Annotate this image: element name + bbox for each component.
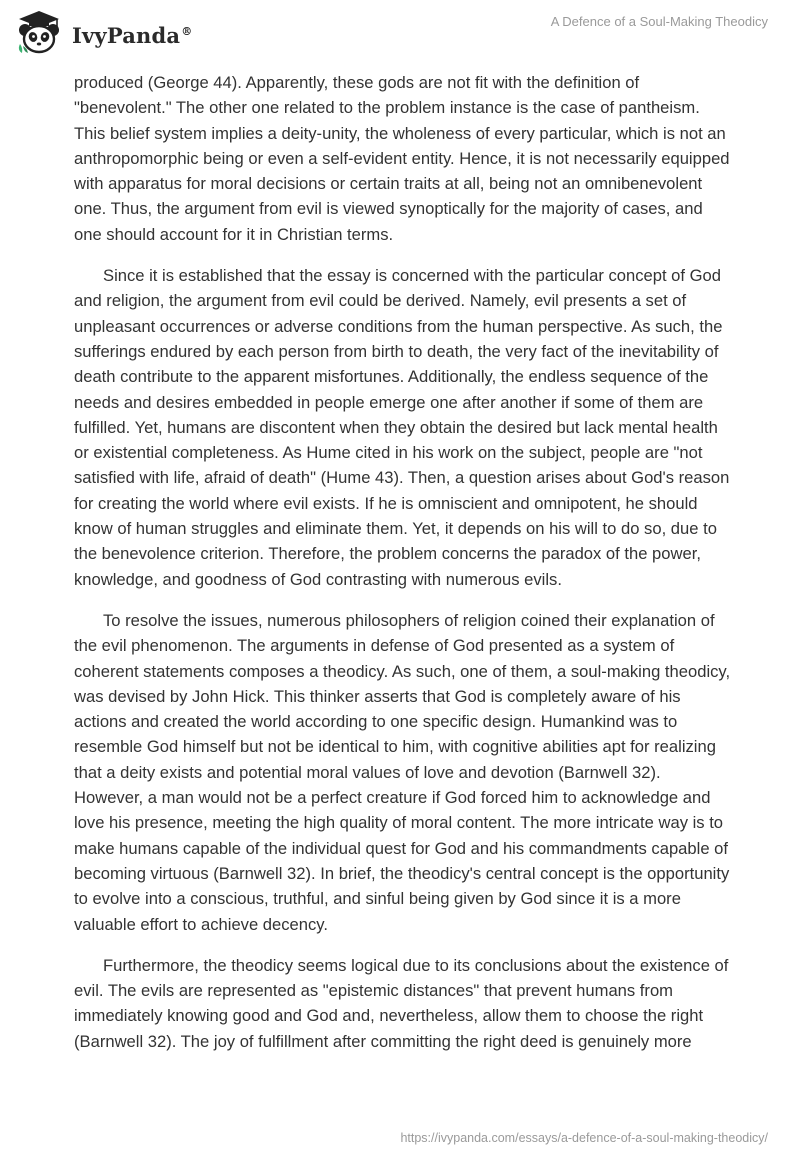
paragraph: Since it is established that the essay is concerned with the particular concept of God and religion, the argument from evil could be derived. Namely, evil presents a set of unpleasant occurrences or adverse conditions from the human perspective. As such, the sufferings endured by each person from birth to death, the very fact of the inevitability of death contribute to the apparent misfortunes. Additionally, the endless sequence of the needs and desires embedded in people emerge one after another if some of them are fulfilled. Yet, humans are discontent when they obtain the desired but lack mental health or existential completeness. As Hume cited in his work on the subject, people are "not satisfied with life, afraid of death" (Hume 43). Then, a question arises about God's reason for creating the world where evil exists. If he is omniscient and omnipotent, he should know of human struggles and eliminate them. Yet, it depends on his will to do so, due to the benevolence criterion. Therefore, the problem concerns the paradox of the power, knowledge, and goodness of God contrasting with numerous evils.	[74, 266, 730, 589]
paragraph: To resolve the issues, numerous philosophers of religion coined their explanation of the evil phenomenon. The arguments in defense of God presented as a system of coherent statements composes a theodicy. As such, one of them, a soul-making theodicy, was devised by John Hick. This thinker asserts that God is completely aware of his actions and created the world according to one specific design. Humankind was to resemble God himself but not be identical to him, with cognitive abilities apt for realizing that a deity exists and potential moral values of love and devotion (Barnwell 32). However, a man would not be a perfect creature if God forced him to acknowledge and love his presence, meeting the high quality of moral content. The more intricate way is to make humans capable of the individual quest for God and his commandments capable of becoming virtuous (Barnwell 32). In brief, the theodicy's central concept is the opportunity to evolve into a conscious, truthful, and sinful being given by God since it is a more valuable effort to achieve decency.	[74, 610, 731, 934]
paragraph: produced (George 44). Apparently, these gods are not fit with the definition of "benevolent." The other one related to the problem instance is the case of pantheism. This belief system implies a deity-unity, the wholeness of every particular, which is not an anthropomorphic being or even a self-evident entity. Hence, it is not necessarily equipped with apparatus for moral decisions or certain traits at all, being not an omnibenevolent one. Thus, the argument from evil is viewed synoptically for the majority of cases, and one should account for it in Christian terms.	[74, 73, 730, 244]
ivypanda-logo[interactable]	[14, 8, 192, 56]
document-title: A Defence of a Soul-Making Theodicy	[550, 14, 768, 29]
essay-body	[74, 70, 734, 1070]
source-url: https://ivypanda.com/essays/a-defence-of-a-soul-making-theodicy/	[400, 1131, 768, 1145]
registered-mark: ®	[181, 24, 193, 38]
paragraph: Furthermore, the theodicy seems logical due to its conclusions about the existence of evil. The evils are represented as "epistemic distances" that prevent humans from immediately knowing good and God and, nevertheless, allow them to choose the right (Barnwell 32). The joy of fulfillment after committing the right deed is genuinely more	[74, 955, 729, 1051]
panda-graduate-icon	[14, 8, 64, 56]
brand-name: IvyPanda®	[72, 22, 193, 48]
page-header	[0, 0, 800, 70]
